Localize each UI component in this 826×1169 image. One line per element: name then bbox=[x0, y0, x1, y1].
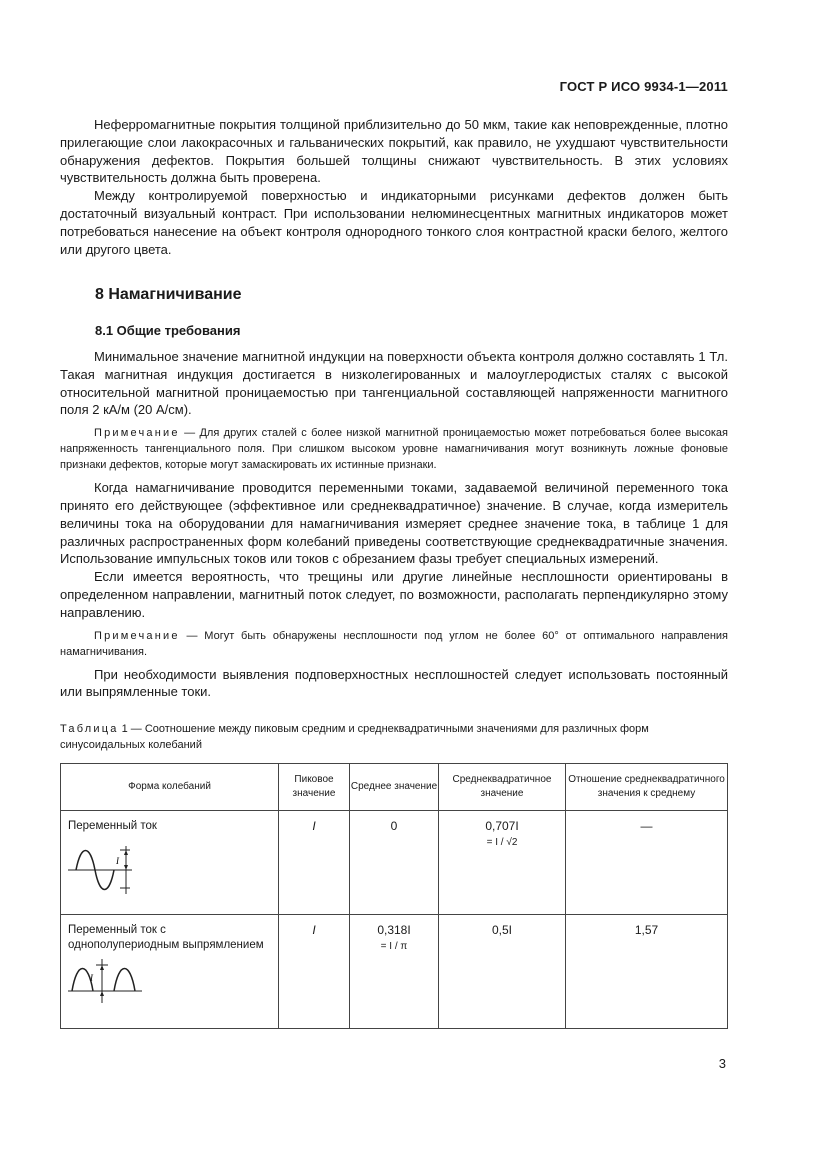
rms-cell: 0,5I bbox=[439, 915, 566, 1029]
paragraph: Если имеется вероятность, что трещины или другие линейные несплошности ориентированы в определенном направлении, магнитный поток следует, по возможности, располагать перпендикулярно этому направлению. bbox=[60, 569, 728, 620]
note bbox=[60, 628, 728, 660]
mean-value: 0,318I bbox=[377, 923, 411, 937]
header-cell: Форма колебаний bbox=[61, 764, 279, 811]
header-cell: Пиковое значение bbox=[279, 764, 350, 811]
note-label: Примечание bbox=[94, 629, 180, 642]
intro-block bbox=[60, 116, 728, 258]
caption-text: 1 — Соотношение между пиковым средним и среднеквадратичными значениями для различных форм синусоидальных колебаний bbox=[60, 723, 649, 751]
table-caption bbox=[60, 722, 710, 753]
note bbox=[60, 425, 728, 473]
svg-text:I: I bbox=[90, 973, 93, 983]
paragraph: Неферромагнитные покрытия толщиной приблизительно до 50 мкм, такие как неповрежденные, плотно прилегающие слои лакокрасочных и гальванических покрытий, как правило, не ухудшают чувствительности обнаружения дефектов. Покрытия большей толщины снижают чувствительность. В этих условиях чувствительность должна быть проверена. bbox=[60, 117, 728, 186]
table-row bbox=[61, 915, 728, 1029]
mean-formula: = I / π bbox=[380, 941, 408, 952]
ratio-cell: — bbox=[566, 811, 728, 915]
note-text: — Для других сталей с более низкой магнитной проницаемостью может потребоваться более высокая напряженность тангенциального поля. При слишком высоком уровне намагничивания могут возникнуть ложные фоновые признаки дефектов, которые могут замаскировать их истинные признаки. bbox=[60, 427, 728, 472]
form-cell bbox=[61, 915, 279, 1029]
half-wave-icon bbox=[68, 957, 148, 1005]
paragraph: При необходимости выявления подповерхностных несплошностей следует использовать постоянный или выпрямленные токи. bbox=[60, 666, 728, 700]
form-cell bbox=[61, 811, 279, 915]
document-id: ГОСТ Р ИСО 9934-1—2011 bbox=[559, 79, 728, 94]
caption-label: Таблица bbox=[60, 723, 119, 735]
rms-formula: = I / √2 bbox=[486, 837, 518, 848]
mean-cell: 0 bbox=[350, 811, 439, 915]
peak-value: I bbox=[312, 819, 316, 833]
note-label: Примечание bbox=[94, 427, 180, 440]
body-block bbox=[60, 348, 728, 701]
subsection-title: 8.1 Общие требования bbox=[95, 323, 241, 338]
rms-value: 0,707I bbox=[485, 819, 519, 833]
paragraph: Между контролируемой поверхностью и индикаторными рисунками дефектов должен быть достаточный визуальный контраст. При использовании нелюминесцентных магнитных индикаторов может потребоваться нанесение на объект контроля однородного тонкого слоя контрастной краски белого, желтого или другого цвета. bbox=[60, 188, 728, 257]
mean-cell bbox=[350, 915, 439, 1029]
peak-cell bbox=[279, 915, 350, 1029]
svg-text:I: I bbox=[116, 856, 119, 866]
table-row bbox=[61, 811, 728, 915]
form-label: Переменный ток bbox=[68, 820, 157, 832]
ratio-cell: 1,57 bbox=[566, 915, 728, 1029]
peak-value: I bbox=[312, 923, 316, 937]
note-text: — Могут быть обнаружены несплошности под углом не более 60° от оптимального направления намагничивания. bbox=[60, 629, 728, 658]
page-number: 3 bbox=[718, 1056, 726, 1071]
table-header-row bbox=[61, 764, 728, 811]
section-title: 8 Намагничивание bbox=[95, 286, 242, 303]
header-cell: Среднее значение bbox=[350, 764, 439, 811]
header-cell: Среднеквадратичное значение bbox=[439, 764, 566, 811]
header-cell: Отношение среднеквадратичного значения к среднему bbox=[566, 764, 728, 811]
rms-cell bbox=[439, 811, 566, 915]
paragraph: Минимальное значение магнитной индукции на поверхности объекта контроля должно составлять 1 Тл. Такая магнитная индукция достигается в низколегированных и малоуглеродистых сталях с высокой относительной магнитной проницаемостью при тангенциальной составляющей напряженности магнитного поля 2 кА/м (20 А/см). bbox=[60, 349, 728, 418]
paragraph: Когда намагничивание проводится переменными токами, задаваемой величиной переменного тока принято его действующее (эффективное или среднеквадратичное) значение. В случае, когда измеритель величины тока на оборудовании для намагничивания измеряет среднее значение тока, в таблице 1 для различных распространенных форм колебаний приведены соответствующие среднеквадратичные значения. Использование импульсных токов или токов с обрезанием фазы требует специальных измерений. bbox=[60, 480, 728, 567]
sine-wave-icon bbox=[68, 838, 138, 898]
data-table bbox=[60, 763, 728, 1029]
form-label: Переменный ток с однополупериодным выпрямлением bbox=[68, 924, 264, 951]
peak-cell bbox=[279, 811, 350, 915]
